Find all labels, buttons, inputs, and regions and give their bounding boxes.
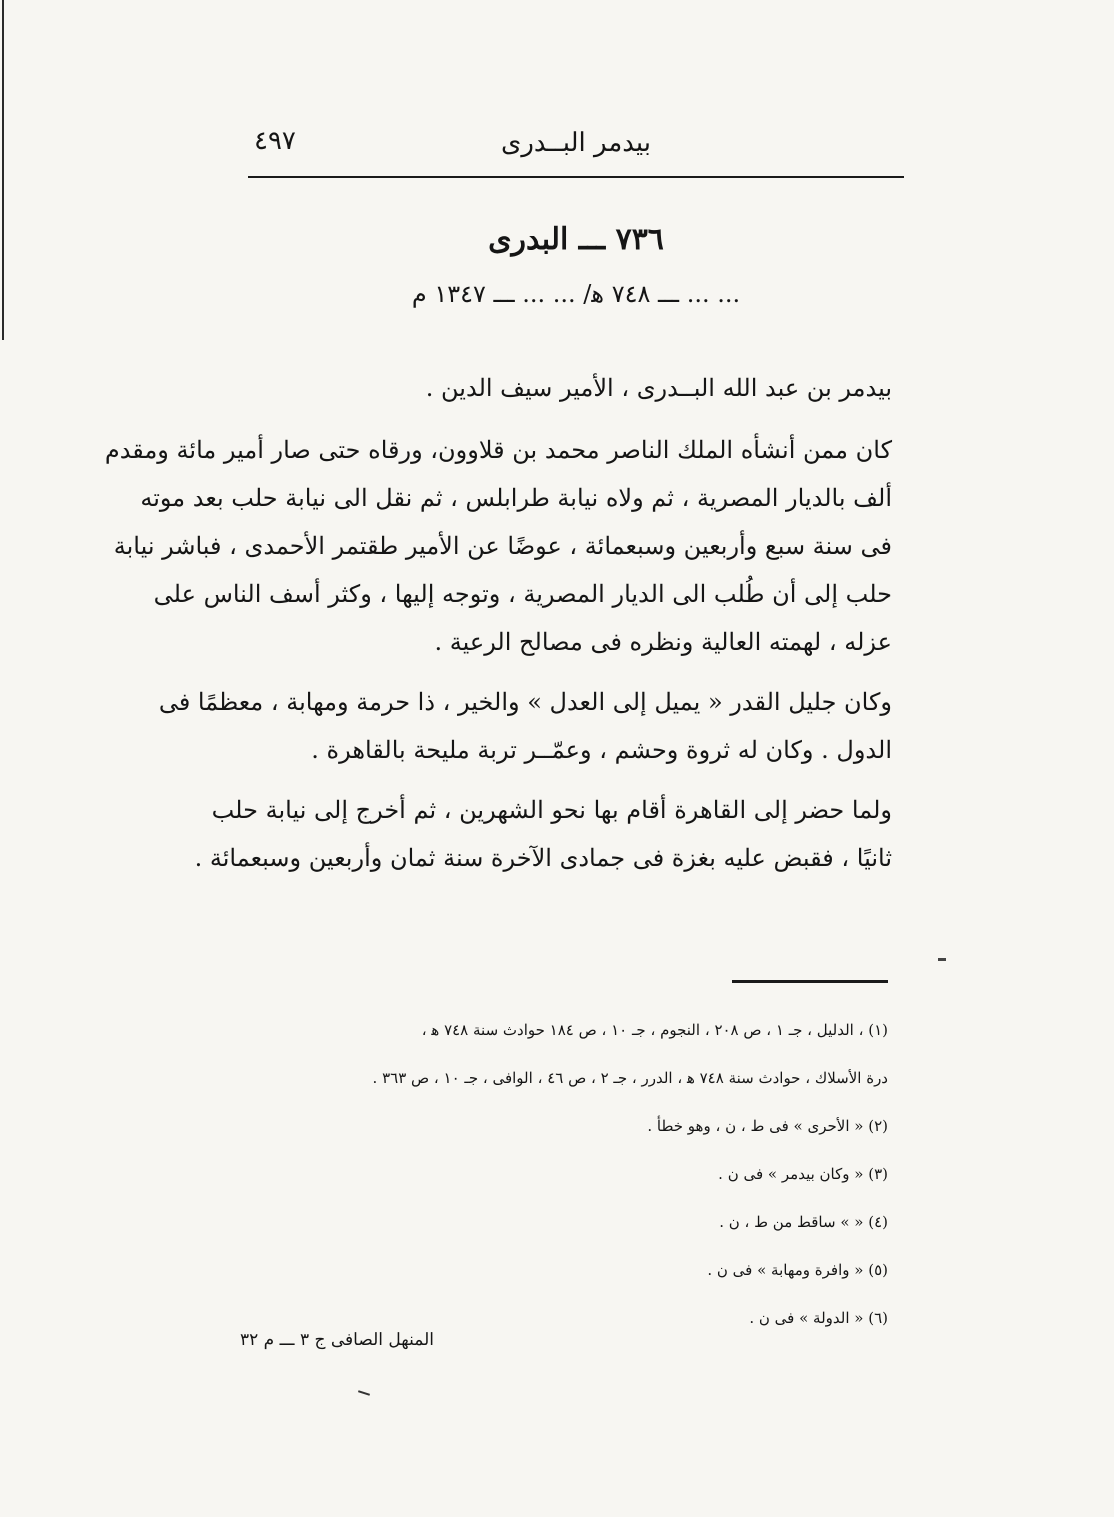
- footnote-separator: [732, 980, 888, 983]
- page-header: [248, 122, 904, 178]
- text-line: بيدمر بن عبد الله البــدرى ، الأمير سيف الدين .: [425, 374, 892, 402]
- entry-title: ٧٣٦ ـــ البدرى: [488, 222, 664, 257]
- paragraph-career: [104, 426, 892, 666]
- text-line: عزله ، لهمته العالية ونظره فى مصالح الرعية .: [434, 628, 892, 656]
- text-line: ثانيًا ، فقبض عليه بغزة فى جمادى الآخرة سنة ثمان وأربعين وسبعمائة .: [194, 844, 892, 872]
- footnote-3: (٣) « وكان بيدمر » فى ن .: [718, 1165, 888, 1183]
- footnote-1: (١) ، الدليل ، جـ ١ ، ص ٢٠٨ ، النجوم ، جـ ١٠ ، ص ١٨٤ حوادث سنة ٧٤٨ ﻫ ،: [421, 1021, 888, 1039]
- page-number: ٤٩٧: [254, 126, 296, 156]
- footnote-5: (٥) « وافرة ومهابة » فى ن .: [707, 1261, 888, 1279]
- text-line: ولما حضر إلى القاهرة أقام بها نحو الشهرين ، ثم أخرج إلى نيابة حلب: [211, 796, 892, 824]
- paragraph-arrest: [194, 786, 892, 882]
- footnote-1-continued: درة الأسلاك ، حوادث سنة ٧٤٨ ﻫ ، الدرر ، جـ ٢ ، ص ٤٦ ، الوافى ، جـ ١٠ ، ص ٣٦٣ .: [372, 1069, 888, 1087]
- volume-signature: المنهل الصافى ج ٣ ـــ م ٣٢: [240, 1330, 434, 1350]
- biography-text: [104, 364, 892, 894]
- text-line: ألف بالديار المصرية ، ثم ولاه نيابة طرابلس ، ثم نقل الى نيابة حلب بعد موته: [140, 484, 892, 512]
- text-line: وكان جليل القدر « يميل إلى العدل » والخير ، ذا حرمة ومهابة ، معظمًا فى: [158, 688, 892, 716]
- text-line: كان ممن أنشأه الملك الناصر محمد بن قلاوون، ورقاه حتى صار أمير مائة ومقدم: [104, 436, 892, 464]
- footnotes: [238, 1006, 888, 1342]
- entry-dates: ... ... ـــ ٧٤٨ ﻫ/ ... ... ـــ ١٣٤٧ م: [411, 280, 741, 308]
- footnote-4: (٤) « » ساقط من ط ، ن .: [719, 1213, 888, 1231]
- text-line: فى سنة سبع وأربعين وسبعمائة ، عوضًا عن الأمير طقتمر الأحمدى ، فباشر نيابة: [113, 532, 892, 560]
- paragraph-character: [158, 678, 892, 774]
- text-line: حلب إلى أن طُلب الى الديار المصرية ، وتوجه إليها ، وكثر أسف الناس على: [153, 580, 892, 608]
- running-title: بيدمر البــدرى: [500, 128, 652, 158]
- scan-speck: [358, 1390, 370, 1396]
- scan-speck: [938, 958, 946, 961]
- header-rule: [248, 176, 904, 178]
- footnote-2: (٢) « الأحرى » فى ط ، ن ، وهو خطأ .: [647, 1117, 888, 1135]
- paragraph-name: [242, 364, 892, 412]
- footnote-6: (٦) « الدولة » فى ن .: [749, 1309, 888, 1327]
- text-line: الدول . وكان له ثروة وحشم ، وعمّــر تربة مليحة بالقاهرة .: [311, 736, 892, 764]
